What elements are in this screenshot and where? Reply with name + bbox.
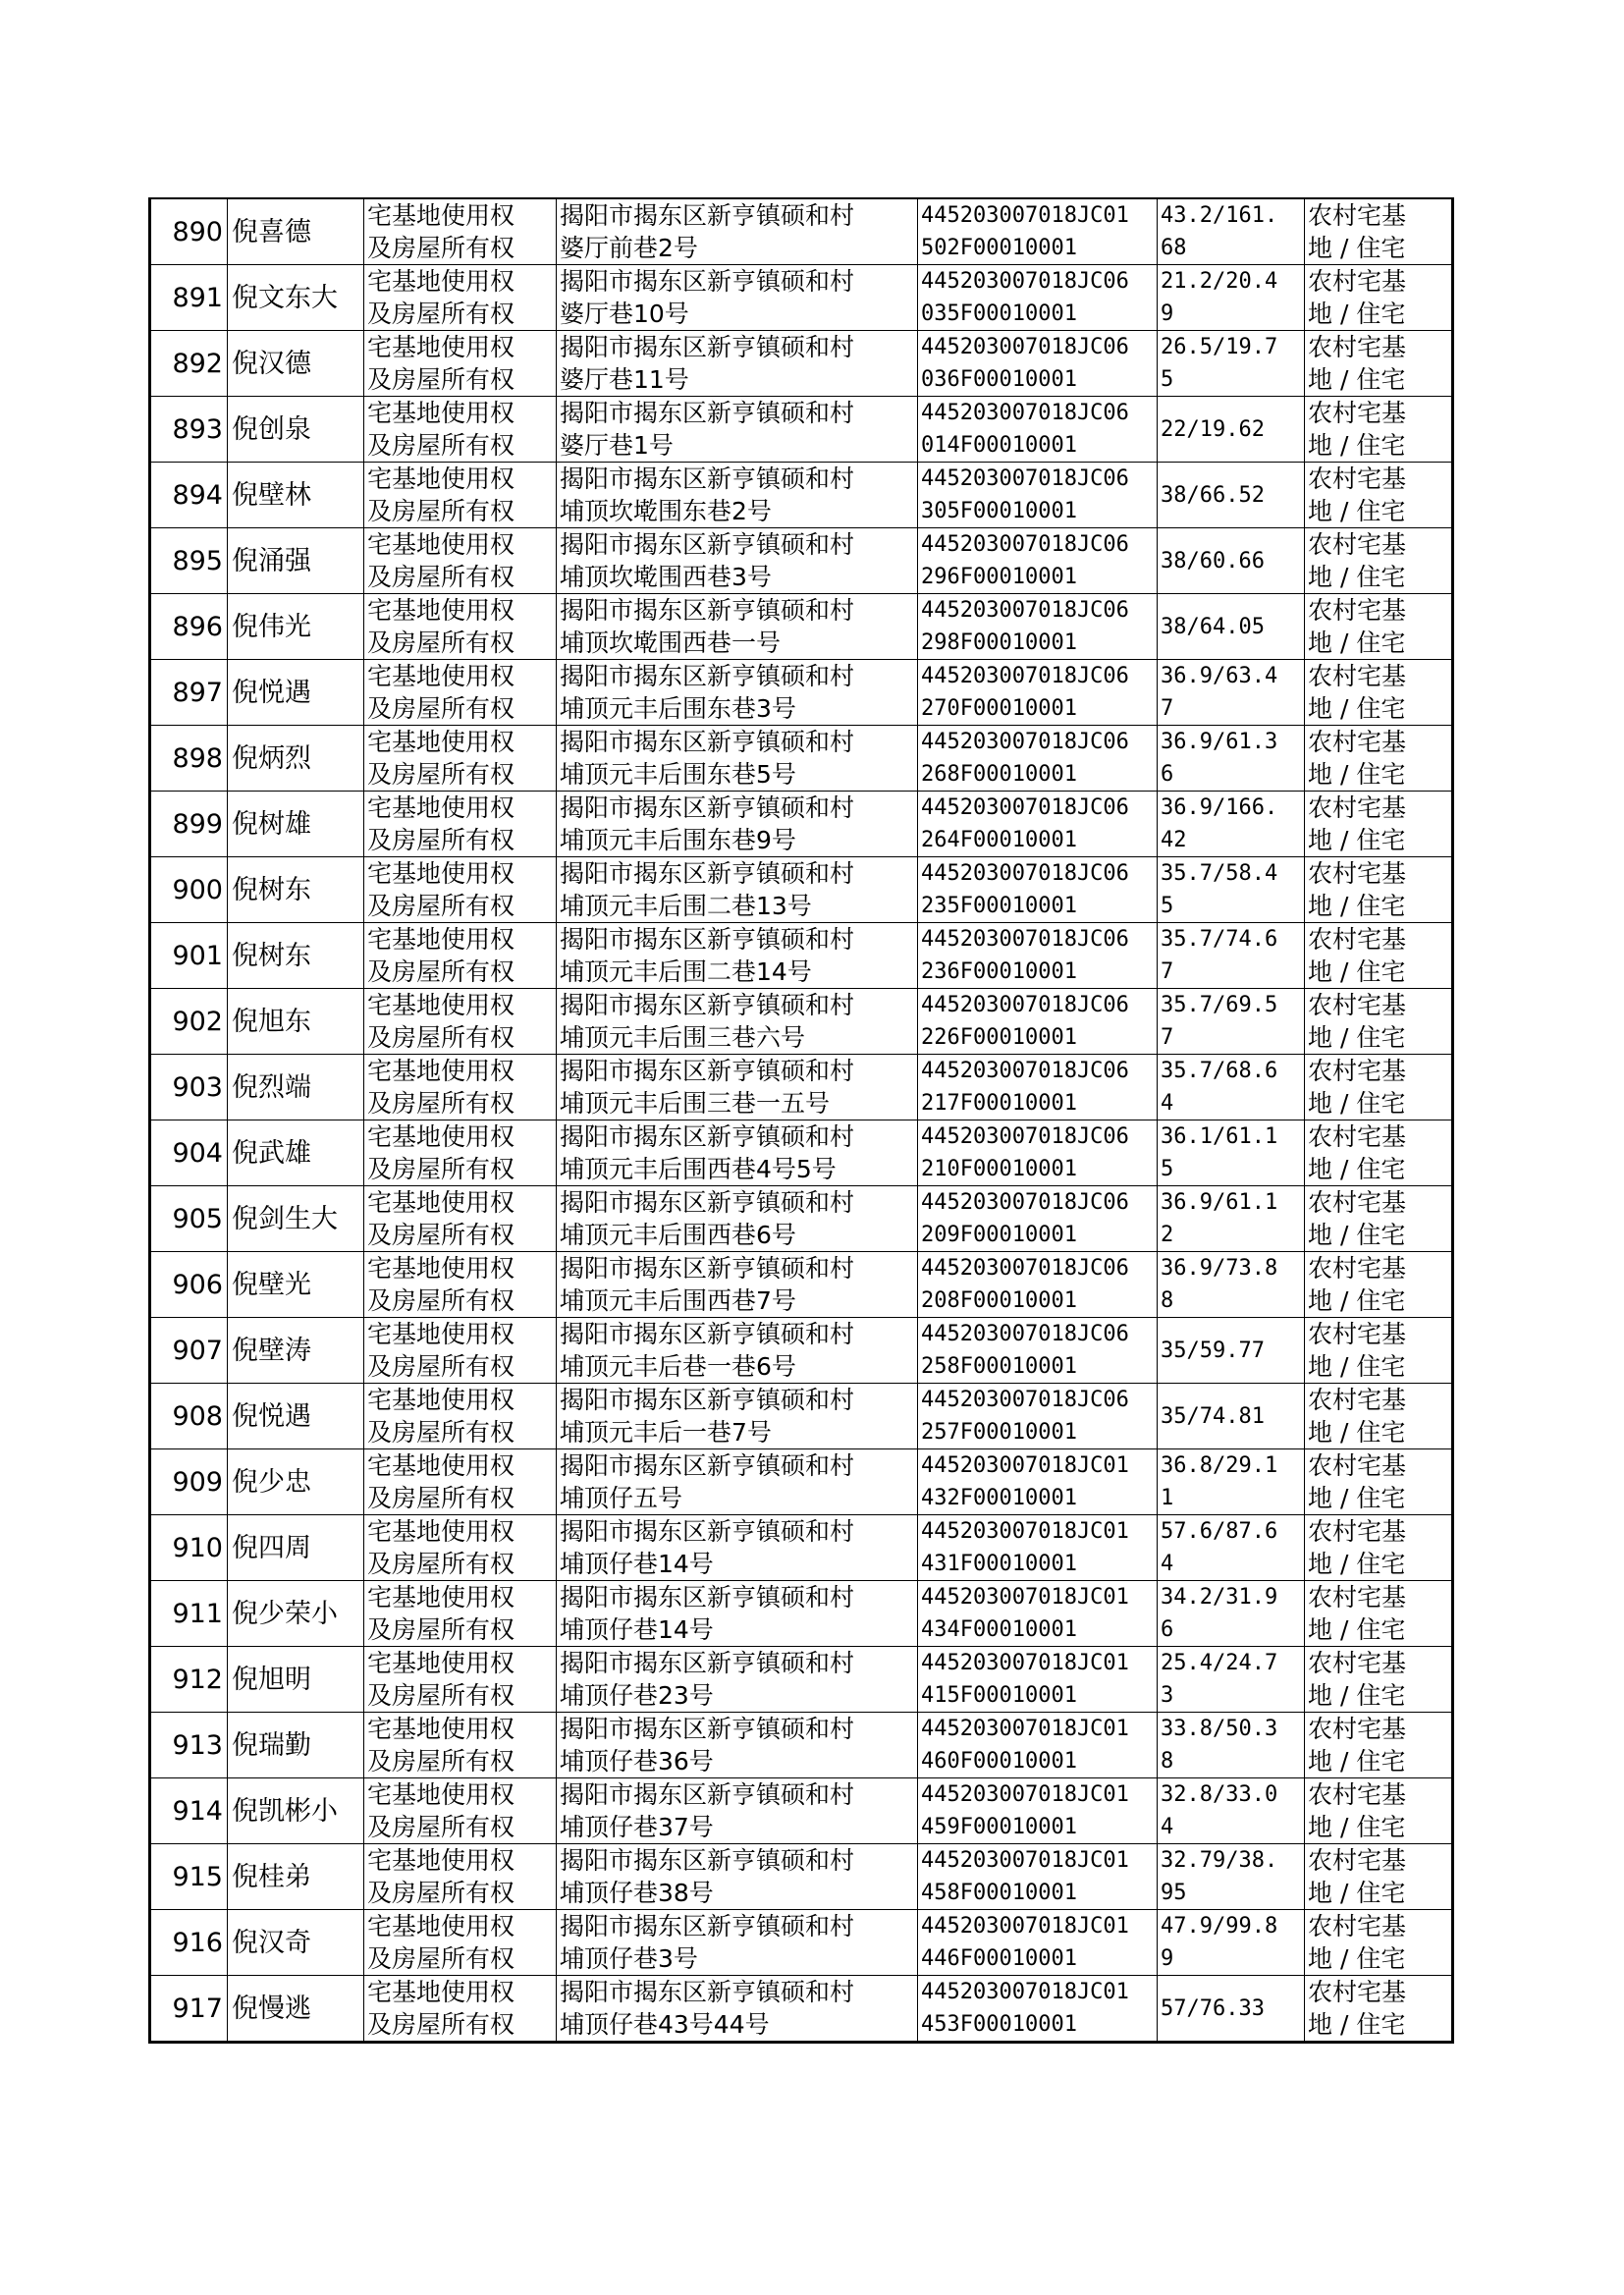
area-cell: 21.2/20.4 9 xyxy=(1158,265,1305,331)
area-cell: 43.2/161. 68 xyxy=(1158,198,1305,265)
area-cell: 36.9/166. 42 xyxy=(1158,792,1305,857)
parcel-code-cell: 445203007018JC01 458F00010001 xyxy=(918,1844,1158,1910)
land-use-cell: 农村宅基 地 / 住宅 xyxy=(1305,660,1453,726)
row-number-cell: 917 xyxy=(150,1976,228,2043)
area-cell: 47.9/99.8 9 xyxy=(1158,1910,1305,1976)
address-cell: 揭阳市揭东区新亨镇硕和村 婆厅巷10号 xyxy=(557,265,918,331)
owner-name-cell: 倪少忠 xyxy=(228,1449,364,1515)
owner-name-cell: 倪旭明 xyxy=(228,1647,364,1713)
row-number-cell: 891 xyxy=(150,265,228,331)
land-use-cell: 农村宅基 地 / 住宅 xyxy=(1305,989,1453,1055)
owner-name-cell: 倪凯彬小 xyxy=(228,1778,364,1844)
table-row xyxy=(150,1120,1453,1186)
row-number-cell: 907 xyxy=(150,1318,228,1384)
owner-name-cell: 倪烈端 xyxy=(228,1055,364,1120)
area-cell: 22/19.62 xyxy=(1158,397,1305,463)
parcel-code-cell: 445203007018JC06 264F00010001 xyxy=(918,792,1158,857)
parcel-code-cell: 445203007018JC06 209F00010001 xyxy=(918,1186,1158,1252)
address-cell: 揭阳市揭东区新亨镇硕和村 埔顶元丰后围二巷13号 xyxy=(557,857,918,923)
table-row xyxy=(150,463,1453,528)
parcel-code-cell: 445203007018JC01 502F00010001 xyxy=(918,198,1158,265)
table-body xyxy=(150,198,1453,2043)
table-row xyxy=(150,989,1453,1055)
row-number-cell: 915 xyxy=(150,1844,228,1910)
address-cell: 揭阳市揭东区新亨镇硕和村 埔顶坎墘围东巷2号 xyxy=(557,463,918,528)
row-number-cell: 898 xyxy=(150,726,228,792)
parcel-code-cell: 445203007018JC06 270F00010001 xyxy=(918,660,1158,726)
land-use-cell: 农村宅基 地 / 住宅 xyxy=(1305,1713,1453,1778)
owner-name-cell: 倪悦遇 xyxy=(228,660,364,726)
row-number-cell: 910 xyxy=(150,1515,228,1581)
right-type-cell: 宅基地使用权 及房屋所有权 xyxy=(364,265,557,331)
right-type-cell: 宅基地使用权 及房屋所有权 xyxy=(364,1055,557,1120)
table-row xyxy=(150,594,1453,660)
parcel-code-cell: 445203007018JC06 210F00010001 xyxy=(918,1120,1158,1186)
land-use-cell: 农村宅基 地 / 住宅 xyxy=(1305,1318,1453,1384)
parcel-code-cell: 445203007018JC06 305F00010001 xyxy=(918,463,1158,528)
address-cell: 揭阳市揭东区新亨镇硕和村 埔顶元丰后巷一巷6号 xyxy=(557,1318,918,1384)
address-cell: 揭阳市揭东区新亨镇硕和村 埔顶仔巷43号44号 xyxy=(557,1976,918,2043)
row-number-cell: 890 xyxy=(150,198,228,265)
owner-name-cell: 倪慢逃 xyxy=(228,1976,364,2043)
parcel-code-cell: 445203007018JC06 035F00010001 xyxy=(918,265,1158,331)
area-cell: 36.8/29.1 1 xyxy=(1158,1449,1305,1515)
parcel-code-cell: 445203007018JC06 036F00010001 xyxy=(918,331,1158,397)
land-use-cell: 农村宅基 地 / 住宅 xyxy=(1305,792,1453,857)
address-cell: 揭阳市揭东区新亨镇硕和村 埔顶元丰后围西巷4号5号 xyxy=(557,1120,918,1186)
table-row xyxy=(150,1647,1453,1713)
area-cell: 57/76.33 xyxy=(1158,1976,1305,2043)
address-cell: 揭阳市揭东区新亨镇硕和村 埔顶仔巷14号 xyxy=(557,1515,918,1581)
parcel-code-cell: 445203007018JC06 217F00010001 xyxy=(918,1055,1158,1120)
table-row xyxy=(150,1844,1453,1910)
right-type-cell: 宅基地使用权 及房屋所有权 xyxy=(364,594,557,660)
area-cell: 25.4/24.7 3 xyxy=(1158,1647,1305,1713)
owner-name-cell: 倪四周 xyxy=(228,1515,364,1581)
address-cell: 揭阳市揭东区新亨镇硕和村 埔顶元丰后围三巷六号 xyxy=(557,989,918,1055)
owner-name-cell: 倪悦遇 xyxy=(228,1384,364,1449)
row-number-cell: 893 xyxy=(150,397,228,463)
row-number-cell: 901 xyxy=(150,923,228,989)
parcel-code-cell: 445203007018JC06 298F00010001 xyxy=(918,594,1158,660)
owner-name-cell: 倪炳烈 xyxy=(228,726,364,792)
row-number-cell: 902 xyxy=(150,989,228,1055)
address-cell: 揭阳市揭东区新亨镇硕和村 埔顶元丰后围三巷一五号 xyxy=(557,1055,918,1120)
right-type-cell: 宅基地使用权 及房屋所有权 xyxy=(364,1186,557,1252)
address-cell: 揭阳市揭东区新亨镇硕和村 埔顶元丰后围东巷3号 xyxy=(557,660,918,726)
area-cell: 36.1/61.1 5 xyxy=(1158,1120,1305,1186)
land-use-cell: 农村宅基 地 / 住宅 xyxy=(1305,1778,1453,1844)
row-number-cell: 899 xyxy=(150,792,228,857)
row-number-cell: 906 xyxy=(150,1252,228,1318)
right-type-cell: 宅基地使用权 及房屋所有权 xyxy=(364,397,557,463)
row-number-cell: 896 xyxy=(150,594,228,660)
table-row xyxy=(150,660,1453,726)
address-cell: 揭阳市揭东区新亨镇硕和村 埔顶仔巷38号 xyxy=(557,1844,918,1910)
owner-name-cell: 倪壁涛 xyxy=(228,1318,364,1384)
address-cell: 揭阳市揭东区新亨镇硕和村 婆厅巷1号 xyxy=(557,397,918,463)
parcel-code-cell: 445203007018JC06 268F00010001 xyxy=(918,726,1158,792)
right-type-cell: 宅基地使用权 及房屋所有权 xyxy=(364,331,557,397)
right-type-cell: 宅基地使用权 及房屋所有权 xyxy=(364,1713,557,1778)
table-row xyxy=(150,265,1453,331)
area-cell: 36.9/61.3 6 xyxy=(1158,726,1305,792)
parcel-code-cell: 445203007018JC06 235F00010001 xyxy=(918,857,1158,923)
table-row xyxy=(150,1186,1453,1252)
owner-name-cell: 倪汉奇 xyxy=(228,1910,364,1976)
area-cell: 35.7/58.4 5 xyxy=(1158,857,1305,923)
owner-name-cell: 倪树东 xyxy=(228,923,364,989)
parcel-code-cell: 445203007018JC06 014F00010001 xyxy=(918,397,1158,463)
land-use-cell: 农村宅基 地 / 住宅 xyxy=(1305,397,1453,463)
land-use-cell: 农村宅基 地 / 住宅 xyxy=(1305,1055,1453,1120)
row-number-cell: 895 xyxy=(150,528,228,594)
parcel-code-cell: 445203007018JC06 236F00010001 xyxy=(918,923,1158,989)
row-number-cell: 897 xyxy=(150,660,228,726)
right-type-cell: 宅基地使用权 及房屋所有权 xyxy=(364,857,557,923)
parcel-code-cell: 445203007018JC01 453F00010001 xyxy=(918,1976,1158,2043)
right-type-cell: 宅基地使用权 及房屋所有权 xyxy=(364,1318,557,1384)
row-number-cell: 894 xyxy=(150,463,228,528)
owner-name-cell: 倪涌强 xyxy=(228,528,364,594)
address-cell: 揭阳市揭东区新亨镇硕和村 埔顶坎墘围西巷一号 xyxy=(557,594,918,660)
land-use-cell: 农村宅基 地 / 住宅 xyxy=(1305,923,1453,989)
land-use-cell: 农村宅基 地 / 住宅 xyxy=(1305,1910,1453,1976)
row-number-cell: 908 xyxy=(150,1384,228,1449)
address-cell: 揭阳市揭东区新亨镇硕和村 埔顶元丰后一巷7号 xyxy=(557,1384,918,1449)
table-row xyxy=(150,792,1453,857)
address-cell: 揭阳市揭东区新亨镇硕和村 埔顶元丰后围二巷14号 xyxy=(557,923,918,989)
land-use-cell: 农村宅基 地 / 住宅 xyxy=(1305,1252,1453,1318)
parcel-code-cell: 445203007018JC06 258F00010001 xyxy=(918,1318,1158,1384)
land-use-cell: 农村宅基 地 / 住宅 xyxy=(1305,331,1453,397)
land-use-cell: 农村宅基 地 / 住宅 xyxy=(1305,1186,1453,1252)
owner-name-cell: 倪少荣小 xyxy=(228,1581,364,1647)
right-type-cell: 宅基地使用权 及房屋所有权 xyxy=(364,198,557,265)
area-cell: 35.7/74.6 7 xyxy=(1158,923,1305,989)
land-use-cell: 农村宅基 地 / 住宅 xyxy=(1305,198,1453,265)
area-cell: 26.5/19.7 5 xyxy=(1158,331,1305,397)
parcel-code-cell: 445203007018JC06 226F00010001 xyxy=(918,989,1158,1055)
address-cell: 揭阳市揭东区新亨镇硕和村 婆厅巷11号 xyxy=(557,331,918,397)
row-number-cell: 909 xyxy=(150,1449,228,1515)
right-type-cell: 宅基地使用权 及房屋所有权 xyxy=(364,463,557,528)
right-type-cell: 宅基地使用权 及房屋所有权 xyxy=(364,923,557,989)
table-row xyxy=(150,923,1453,989)
row-number-cell: 911 xyxy=(150,1581,228,1647)
area-cell: 34.2/31.9 6 xyxy=(1158,1581,1305,1647)
land-use-cell: 农村宅基 地 / 住宅 xyxy=(1305,1384,1453,1449)
land-use-cell: 农村宅基 地 / 住宅 xyxy=(1305,1976,1453,2043)
area-cell: 32.8/33.0 4 xyxy=(1158,1778,1305,1844)
table-row xyxy=(150,1318,1453,1384)
area-cell: 33.8/50.3 8 xyxy=(1158,1713,1305,1778)
address-cell: 揭阳市揭东区新亨镇硕和村 埔顶元丰后围西巷6号 xyxy=(557,1186,918,1252)
owner-name-cell: 倪树东 xyxy=(228,857,364,923)
right-type-cell: 宅基地使用权 及房屋所有权 xyxy=(364,1120,557,1186)
row-number-cell: 912 xyxy=(150,1647,228,1713)
row-number-cell: 904 xyxy=(150,1120,228,1186)
area-cell: 38/66.52 xyxy=(1158,463,1305,528)
parcel-code-cell: 445203007018JC06 257F00010001 xyxy=(918,1384,1158,1449)
row-number-cell: 916 xyxy=(150,1910,228,1976)
area-cell: 32.79/38. 95 xyxy=(1158,1844,1305,1910)
owner-name-cell: 倪伟光 xyxy=(228,594,364,660)
right-type-cell: 宅基地使用权 及房屋所有权 xyxy=(364,1647,557,1713)
table-row xyxy=(150,198,1453,265)
address-cell: 揭阳市揭东区新亨镇硕和村 埔顶元丰后围东巷5号 xyxy=(557,726,918,792)
land-use-cell: 农村宅基 地 / 住宅 xyxy=(1305,463,1453,528)
right-type-cell: 宅基地使用权 及房屋所有权 xyxy=(364,528,557,594)
area-cell: 36.9/61.1 2 xyxy=(1158,1186,1305,1252)
table-row xyxy=(150,331,1453,397)
area-cell: 57.6/87.6 4 xyxy=(1158,1515,1305,1581)
land-use-cell: 农村宅基 地 / 住宅 xyxy=(1305,857,1453,923)
area-cell: 35.7/69.5 7 xyxy=(1158,989,1305,1055)
land-use-cell: 农村宅基 地 / 住宅 xyxy=(1305,1515,1453,1581)
area-cell: 36.9/63.4 7 xyxy=(1158,660,1305,726)
address-cell: 揭阳市揭东区新亨镇硕和村 埔顶元丰后围东巷9号 xyxy=(557,792,918,857)
area-cell: 38/64.05 xyxy=(1158,594,1305,660)
table-row xyxy=(150,1910,1453,1976)
parcel-code-cell: 445203007018JC01 460F00010001 xyxy=(918,1713,1158,1778)
land-use-cell: 农村宅基 地 / 住宅 xyxy=(1305,1844,1453,1910)
right-type-cell: 宅基地使用权 及房屋所有权 xyxy=(364,1844,557,1910)
owner-name-cell: 倪壁林 xyxy=(228,463,364,528)
right-type-cell: 宅基地使用权 及房屋所有权 xyxy=(364,989,557,1055)
right-type-cell: 宅基地使用权 及房屋所有权 xyxy=(364,1449,557,1515)
parcel-code-cell: 445203007018JC01 446F00010001 xyxy=(918,1910,1158,1976)
parcel-code-cell: 445203007018JC01 431F00010001 xyxy=(918,1515,1158,1581)
land-use-cell: 农村宅基 地 / 住宅 xyxy=(1305,726,1453,792)
table-row xyxy=(150,1449,1453,1515)
owner-name-cell: 倪武雄 xyxy=(228,1120,364,1186)
table-row xyxy=(150,1515,1453,1581)
table-row xyxy=(150,1384,1453,1449)
owner-name-cell: 倪喜德 xyxy=(228,198,364,265)
row-number-cell: 914 xyxy=(150,1778,228,1844)
owner-name-cell: 倪树雄 xyxy=(228,792,364,857)
address-cell: 揭阳市揭东区新亨镇硕和村 埔顶仔巷3号 xyxy=(557,1910,918,1976)
address-cell: 揭阳市揭东区新亨镇硕和村 埔顶仔巷14号 xyxy=(557,1581,918,1647)
address-cell: 揭阳市揭东区新亨镇硕和村 埔顶仔巷37号 xyxy=(557,1778,918,1844)
table-row xyxy=(150,1976,1453,2043)
right-type-cell: 宅基地使用权 及房屋所有权 xyxy=(364,792,557,857)
area-cell: 36.9/73.8 8 xyxy=(1158,1252,1305,1318)
table-row xyxy=(150,397,1453,463)
parcel-code-cell: 445203007018JC06 208F00010001 xyxy=(918,1252,1158,1318)
owner-name-cell: 倪旭东 xyxy=(228,989,364,1055)
land-use-cell: 农村宅基 地 / 住宅 xyxy=(1305,265,1453,331)
right-type-cell: 宅基地使用权 及房屋所有权 xyxy=(364,1581,557,1647)
parcel-code-cell: 445203007018JC06 296F00010001 xyxy=(918,528,1158,594)
row-number-cell: 913 xyxy=(150,1713,228,1778)
row-number-cell: 903 xyxy=(150,1055,228,1120)
owner-name-cell: 倪壁光 xyxy=(228,1252,364,1318)
right-type-cell: 宅基地使用权 及房屋所有权 xyxy=(364,726,557,792)
owner-name-cell: 倪瑞勤 xyxy=(228,1713,364,1778)
right-type-cell: 宅基地使用权 及房屋所有权 xyxy=(364,1515,557,1581)
table-row xyxy=(150,857,1453,923)
area-cell: 35.7/68.6 4 xyxy=(1158,1055,1305,1120)
right-type-cell: 宅基地使用权 及房屋所有权 xyxy=(364,1976,557,2043)
parcel-code-cell: 445203007018JC01 432F00010001 xyxy=(918,1449,1158,1515)
area-cell: 35/59.77 xyxy=(1158,1318,1305,1384)
area-cell: 38/60.66 xyxy=(1158,528,1305,594)
parcel-code-cell: 445203007018JC01 415F00010001 xyxy=(918,1647,1158,1713)
land-use-cell: 农村宅基 地 / 住宅 xyxy=(1305,1647,1453,1713)
table-row xyxy=(150,726,1453,792)
address-cell: 揭阳市揭东区新亨镇硕和村 埔顶元丰后围西巷7号 xyxy=(557,1252,918,1318)
owner-name-cell: 倪文东大 xyxy=(228,265,364,331)
area-cell: 35/74.81 xyxy=(1158,1384,1305,1449)
right-type-cell: 宅基地使用权 及房屋所有权 xyxy=(364,1252,557,1318)
land-use-cell: 农村宅基 地 / 住宅 xyxy=(1305,1581,1453,1647)
table-row xyxy=(150,1778,1453,1844)
table-row xyxy=(150,1055,1453,1120)
right-type-cell: 宅基地使用权 及房屋所有权 xyxy=(364,660,557,726)
table-row xyxy=(150,1252,1453,1318)
parcel-code-cell: 445203007018JC01 459F00010001 xyxy=(918,1778,1158,1844)
address-cell: 揭阳市揭东区新亨镇硕和村 埔顶仔巷23号 xyxy=(557,1647,918,1713)
registry-table xyxy=(148,197,1454,2044)
address-cell: 揭阳市揭东区新亨镇硕和村 婆厅前巷2号 xyxy=(557,198,918,265)
owner-name-cell: 倪剑生大 xyxy=(228,1186,364,1252)
address-cell: 揭阳市揭东区新亨镇硕和村 埔顶仔五号 xyxy=(557,1449,918,1515)
table-row xyxy=(150,528,1453,594)
land-use-cell: 农村宅基 地 / 住宅 xyxy=(1305,594,1453,660)
row-number-cell: 905 xyxy=(150,1186,228,1252)
land-use-cell: 农村宅基 地 / 住宅 xyxy=(1305,528,1453,594)
address-cell: 揭阳市揭东区新亨镇硕和村 埔顶坎墘围西巷3号 xyxy=(557,528,918,594)
owner-name-cell: 倪创泉 xyxy=(228,397,364,463)
owner-name-cell: 倪桂弟 xyxy=(228,1844,364,1910)
right-type-cell: 宅基地使用权 及房屋所有权 xyxy=(364,1778,557,1844)
row-number-cell: 900 xyxy=(150,857,228,923)
parcel-code-cell: 445203007018JC01 434F00010001 xyxy=(918,1581,1158,1647)
table-row xyxy=(150,1581,1453,1647)
land-use-cell: 农村宅基 地 / 住宅 xyxy=(1305,1120,1453,1186)
land-use-cell: 农村宅基 地 / 住宅 xyxy=(1305,1449,1453,1515)
row-number-cell: 892 xyxy=(150,331,228,397)
right-type-cell: 宅基地使用权 及房屋所有权 xyxy=(364,1384,557,1449)
right-type-cell: 宅基地使用权 及房屋所有权 xyxy=(364,1910,557,1976)
address-cell: 揭阳市揭东区新亨镇硕和村 埔顶仔巷36号 xyxy=(557,1713,918,1778)
owner-name-cell: 倪汉德 xyxy=(228,331,364,397)
table-row xyxy=(150,1713,1453,1778)
